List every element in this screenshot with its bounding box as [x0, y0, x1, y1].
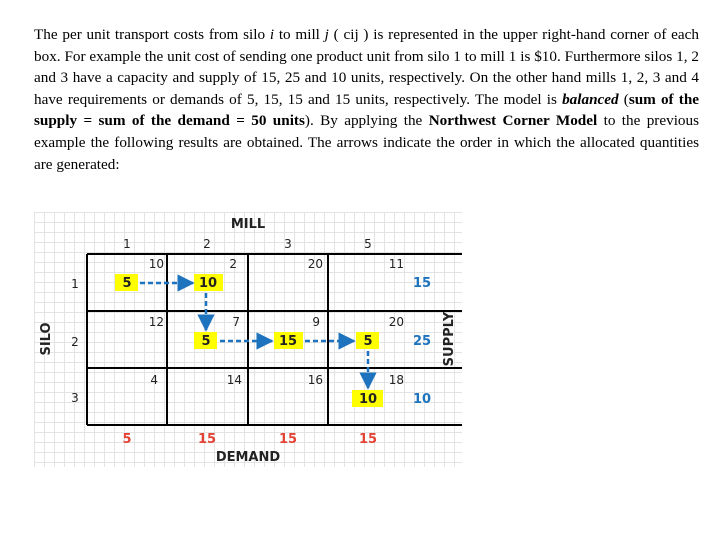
supply-value: 15 [412, 276, 432, 291]
cost-cell: 7 [232, 315, 240, 329]
allocation-value: 10 [358, 392, 378, 407]
cost-cell: 10 [148, 257, 164, 271]
supply-title: SUPPLY [442, 311, 457, 367]
allocation-value: 15 [278, 334, 298, 349]
allocation-value: 5 [201, 334, 211, 349]
mill-label-3: 3 [284, 237, 292, 251]
allocation-value: 5 [363, 334, 373, 349]
transport-table-svg [34, 212, 462, 467]
supply-value: 25 [412, 334, 432, 349]
silo-label-1: 1 [71, 277, 79, 291]
cost-cell: 16 [307, 373, 323, 387]
northwest-corner-figure [34, 212, 462, 467]
supply-value: 10 [412, 392, 432, 407]
demand-title: DEMAND [215, 450, 281, 465]
demand-value: 15 [358, 432, 378, 447]
cost-cell: 11 [388, 257, 404, 271]
mill-label-4: 5 [364, 237, 372, 251]
cost-cell: 18 [388, 373, 404, 387]
demand-value: 15 [197, 432, 217, 447]
silo-label-3: 3 [71, 391, 79, 405]
mill-title: MILL [230, 217, 266, 232]
description-paragraph: The per unit transport costs from silo i to mill j ( cij ) is represented in the upper right-hand corner of each box. For example the unit cost of sending one product unit from silo 1 to mill 1 is $10. Furthermore silos 1, 2 and 3 have a capacity and supply of 15, 25 and 10 units, respectively. On the other hand mills 1, 2, 3 and 4 have requirements or demands of 5, 15, 15 and 15 units, respectively. The model is balanced (sum of the supply = sum of the demand = 50 units). By applying the Northwest Corner Model to the previous example the following results are obtained. The arrows indicate the order in which the allocated quantities are generated: [34, 26, 700, 173]
cost-cell: 20 [307, 257, 323, 271]
order-arrows [140, 283, 368, 388]
mill-label-1: 1 [123, 237, 131, 251]
demand-value: 5 [122, 432, 132, 447]
cost-cell: 2 [229, 257, 237, 271]
cost-cell: 12 [148, 315, 164, 329]
allocation-value: 10 [198, 276, 218, 291]
silo-title: SILO [39, 322, 54, 356]
allocation-value: 5 [122, 276, 132, 291]
mill-label-2: 2 [203, 237, 211, 251]
cost-cell: 4 [150, 373, 158, 387]
silo-label-2: 2 [71, 335, 79, 349]
cost-cell: 14 [226, 373, 242, 387]
cost-cell: 9 [312, 315, 320, 329]
cost-cell: 20 [388, 315, 404, 329]
demand-value: 15 [278, 432, 298, 447]
